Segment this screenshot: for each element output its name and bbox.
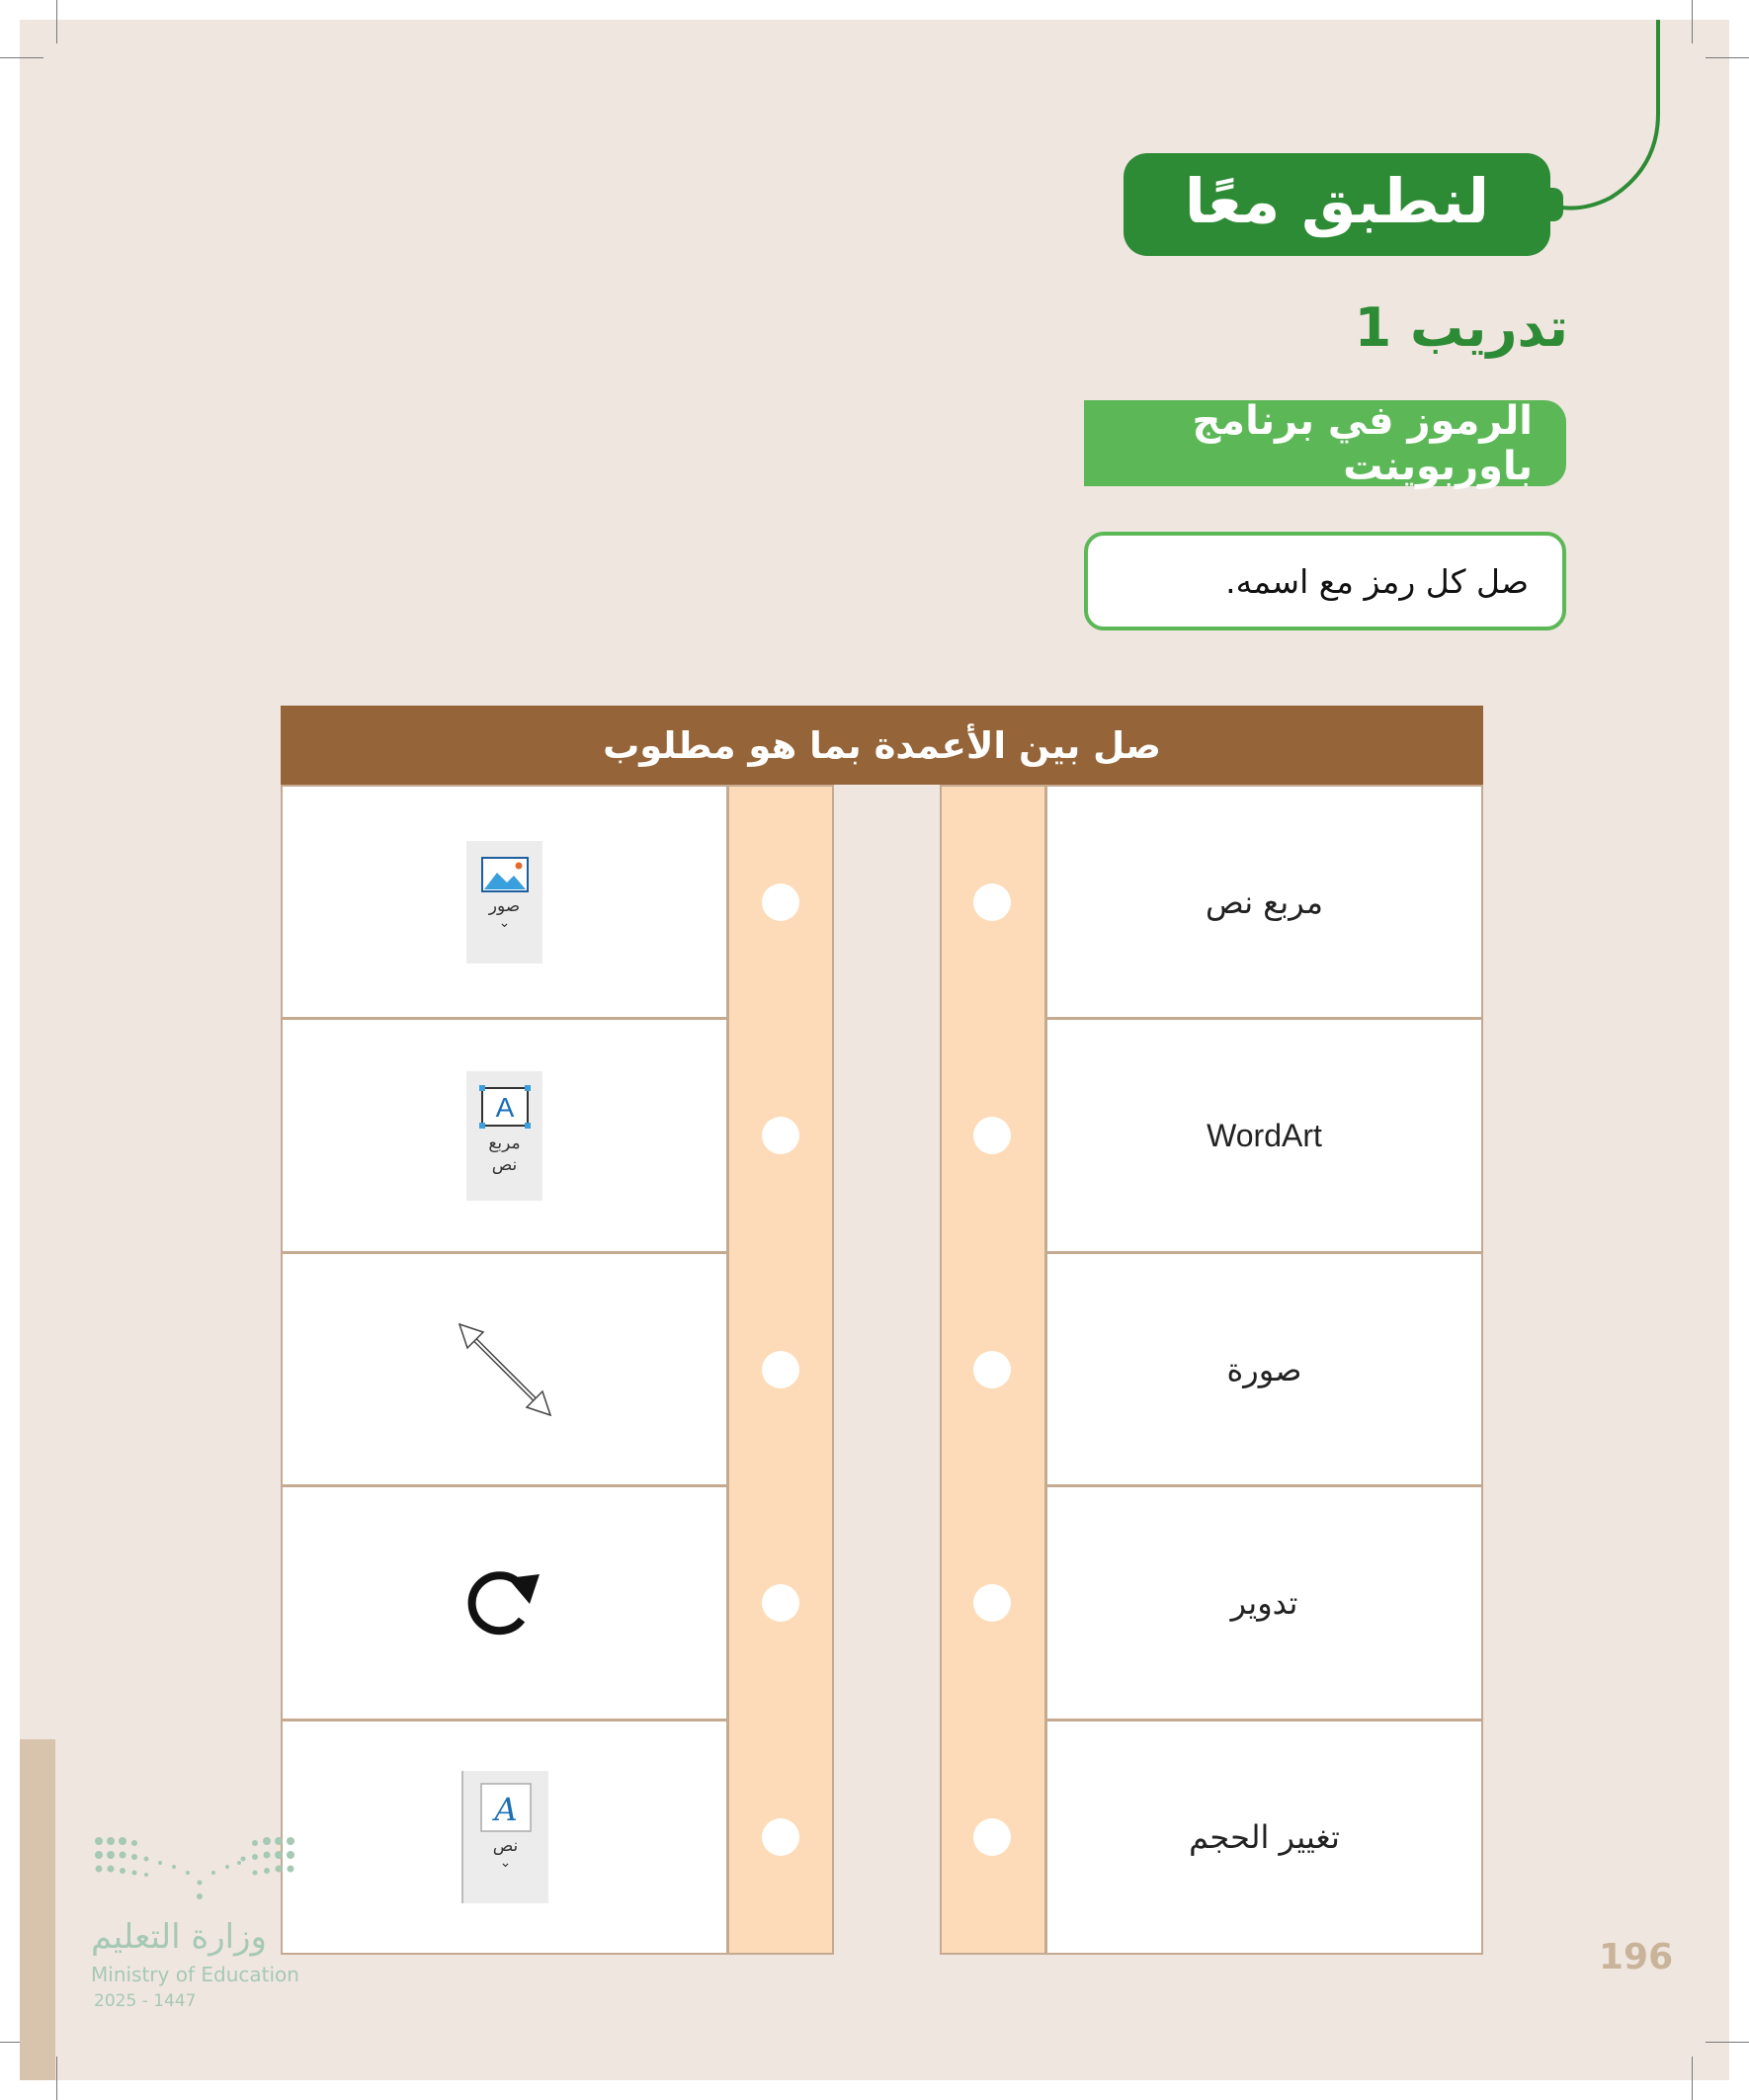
- pictures-caption: صور: [488, 895, 521, 916]
- text-box-icon[interactable]: [466, 1071, 542, 1201]
- ministry-name-arabic: وزارة التعليم: [91, 1917, 267, 1957]
- side-decoration: [20, 1739, 55, 2080]
- crop-mark: [56, 0, 57, 43]
- text-box-glyph: [479, 1085, 531, 1129]
- left-connector-dot[interactable]: [762, 1584, 799, 1622]
- chevron-down-icon: ⌄: [499, 1855, 512, 1871]
- svg-text:A: A: [495, 1091, 514, 1123]
- icon-cell: [281, 1018, 728, 1253]
- table-header-text: صل بين الأعمدة بما هو مطلوب: [603, 723, 1161, 767]
- wordart-glyph: [480, 1783, 532, 1832]
- table-header: [281, 706, 1483, 785]
- name-cell: [1045, 1252, 1483, 1486]
- left-connector-dot[interactable]: [762, 883, 799, 921]
- chevron-down-icon: ⌄: [498, 914, 511, 931]
- vine-line: [1541, 20, 1660, 217]
- name-cell: [1045, 785, 1483, 1019]
- crop-mark: [56, 2057, 57, 2100]
- name-label: WordArt: [1207, 1117, 1322, 1153]
- exercise-title: تدريب 1: [1354, 296, 1568, 359]
- topic-subtitle: [1084, 397, 1566, 489]
- ministry-year: 2025 - 1447: [94, 1991, 197, 2011]
- ministry-name-english: Ministry of Education: [91, 1963, 299, 1986]
- rotate-icon[interactable]: [460, 1558, 549, 1647]
- name-cell: [1045, 1018, 1483, 1253]
- name-label: مربع نص: [1205, 882, 1323, 921]
- name-cell: [1045, 1720, 1483, 1955]
- icon-cell: [281, 1485, 728, 1721]
- icon-cell: [281, 1720, 728, 1955]
- left-connector-dot[interactable]: [762, 1818, 799, 1856]
- crop-mark: [0, 57, 43, 58]
- crop-mark: [1706, 57, 1749, 58]
- banner-title: لنطبق معًا: [1184, 164, 1490, 237]
- instruction-box: [1084, 532, 1566, 630]
- svg-text:A: A: [493, 1791, 518, 1828]
- icon-cell: [281, 785, 728, 1019]
- pictures-icon[interactable]: [466, 841, 542, 964]
- section-banner: [1124, 153, 1550, 256]
- crop-mark: [1692, 0, 1693, 43]
- name-label: تغيير الحجم: [1189, 1818, 1340, 1856]
- right-connector-dot[interactable]: [973, 1584, 1011, 1622]
- wordart-icon[interactable]: [461, 1771, 548, 1903]
- right-connector-dot[interactable]: [973, 1351, 1011, 1388]
- ministry-logo: [91, 1833, 298, 1904]
- name-label: تدوير: [1230, 1584, 1298, 1622]
- left-connector-dot[interactable]: [762, 1351, 799, 1388]
- crop-mark: [1692, 2057, 1693, 2100]
- name-label: صورة: [1226, 1350, 1302, 1388]
- right-connector-dot[interactable]: [973, 883, 1011, 921]
- crop-mark: [1706, 2042, 1749, 2043]
- banner-notch: [1549, 188, 1563, 221]
- right-connector-dot[interactable]: [973, 1818, 1011, 1856]
- text-box-caption: مربع نص: [488, 1133, 521, 1175]
- pictures-glyph: [481, 857, 529, 892]
- instruction-text: صل كل رمز مع اسمه.: [1225, 561, 1529, 601]
- resize-arrow-icon[interactable]: [456, 1320, 554, 1419]
- page-number: 196: [1599, 1937, 1674, 1977]
- wordart-caption: نص: [492, 1836, 519, 1856]
- right-connector-dot[interactable]: [973, 1117, 1011, 1154]
- left-connector-dot[interactable]: [762, 1117, 799, 1154]
- topic-subtitle-text: الرموز في برنامج باوربوينت: [1192, 397, 1533, 489]
- icon-cell: [281, 1252, 728, 1486]
- name-cell: [1045, 1485, 1483, 1721]
